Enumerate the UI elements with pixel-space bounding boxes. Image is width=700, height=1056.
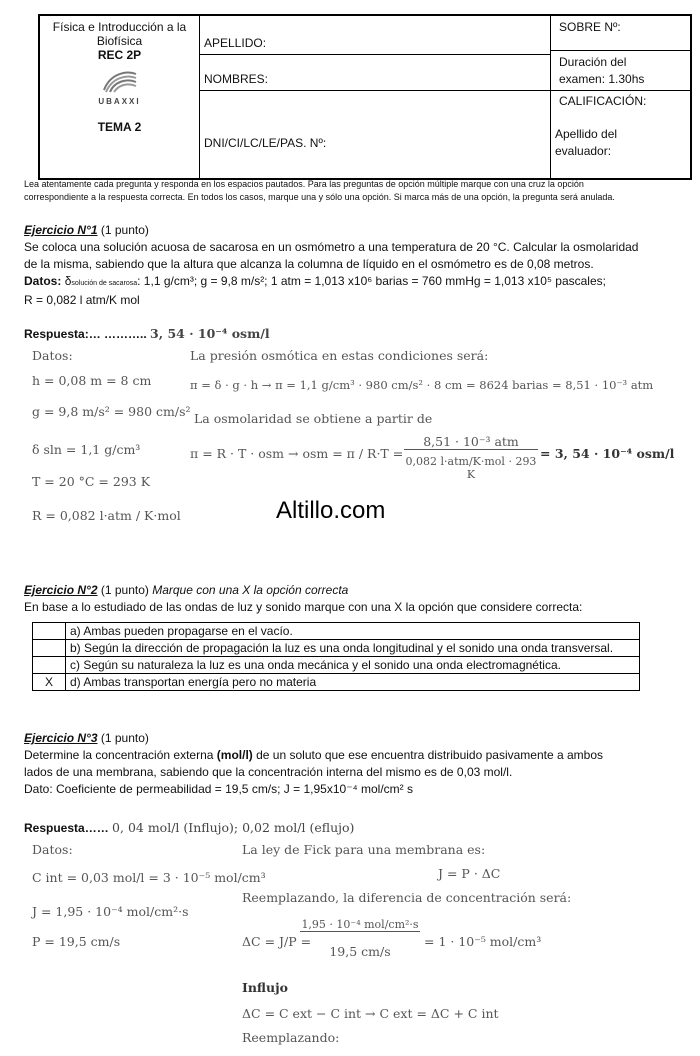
nombres-label: NOMBRES: — [204, 72, 269, 86]
ex3-dc-eq: ΔC = J/P = — [242, 934, 312, 949]
evaluador-line1: Apellido del — [555, 127, 618, 141]
option-text: b) Según la dirección de propagación la luz es una onda longitudinal y el sonido una onda transversal. — [66, 640, 640, 657]
ex1-sol-datos: Datos: — [32, 348, 73, 363]
option-text: c) Según su naturaleza la luz es una onda mecánica y el sonido una onda electromagnética. — [66, 657, 640, 674]
ex3-dc-num: 1,95 · 10⁻⁴ mol/cm²·s — [301, 918, 419, 931]
option-row[interactable] — [33, 674, 640, 691]
ex3-line2: lados de una membrana, sabiendo que la concentración interna del mismo es de 0,03 mol/l. — [24, 765, 513, 779]
ex1-line2: de la misma, sabiendo que la altura que alcanza la columna de líquido en el osmómetro es de 0,08 metros. — [24, 257, 594, 271]
option-mark[interactable]: X — [33, 674, 66, 691]
ex2-options-table — [32, 622, 640, 691]
tema-label: TEMA 2 — [97, 120, 142, 134]
duracion-line2: examen: 1.30hs — [559, 72, 645, 86]
ex1-osm-result: = 3, 54 · 10⁻⁴ osm/l — [540, 446, 675, 461]
ex3-reemp2: Reemplazando: — [242, 1030, 340, 1045]
option-row[interactable] — [33, 623, 640, 640]
ex1-osm-den: 0,082 l·atm/K·mol · 293 K — [405, 455, 537, 481]
instructions — [24, 178, 684, 204]
course-line2: Biofísica — [96, 34, 143, 48]
instructions-line2: correspondiente a la respuesta correcta. En todos los casos, marque una y sólo una opción. Si marca más de una opción, la pregunta será anulada. — [24, 192, 615, 202]
ex1-delta-sub: solución de sacarosa — [71, 280, 138, 287]
ex3-sol-datos: Datos: — [32, 842, 73, 857]
option-row[interactable] — [33, 640, 640, 657]
option-text: d) Ambas transportan energía pero no materia — [66, 674, 640, 691]
ex3-line1c: de un soluto que ese encuentra distribuido pasivamente a ambos — [252, 748, 604, 762]
ex1-datos-line2: R = 0,082 l atm/K mol — [24, 293, 140, 307]
ex1-sol-T: T = 20 °C = 293 K — [32, 474, 151, 489]
ex3-line3: Dato: Coeficiente de permeabilidad = 19,5 cm/s; J = 1,95x10⁻⁴ mol/cm² s — [24, 782, 414, 796]
ex1-osm-text: La osmolaridad se obtiene a partir de — [194, 411, 433, 426]
uba-logo-icon — [100, 68, 140, 94]
instructions-line1: Lea atentamente cada pregunta y responda en los espacios pautados. Para las preguntas de opción múltiple marque con una cruz la opción — [24, 179, 584, 189]
ex3-fick-text: La ley de Fick para una membrana es: — [242, 842, 486, 857]
ex3-sol-P: P = 19,5 cm/s — [32, 934, 121, 949]
ex1-line1: Se coloca una solución acuosa de sacarosa en un osmómetro a una temperatura de 20 °C. Calcular la osmolaridad — [24, 240, 639, 254]
ex1-sol-R: R = 0,082 l·atm / K·mol — [32, 508, 181, 523]
ex1-sol-g: g = 9,8 m/s² = 980 cm/s² — [32, 404, 191, 419]
ex3-title: Ejercicio N°3 — [24, 731, 98, 745]
ex1-sol-h: h = 0,08 m = 8 cm — [32, 373, 152, 388]
ex1-datos-label: Datos: — [24, 274, 62, 288]
ex3-respuesta-value: 0, 04 mol/l (Influjo); 0,02 mol/l (eflujo) — [112, 820, 355, 835]
dni-label: DNI/CI/LC/LE/PAS. Nº: — [204, 136, 327, 150]
evaluador-line2: evaluador: — [555, 144, 612, 158]
ex1-statement — [24, 222, 684, 309]
ex3-line1b: (mol/l) — [216, 748, 253, 762]
ex3-influjo: Influjo — [242, 980, 288, 995]
ex3-statement — [24, 730, 684, 798]
course-line1: Física e Introducción a la — [52, 20, 187, 34]
ex1-respuesta-label: Respuesta:… ……….. — [24, 327, 147, 341]
ex1-presion-eq: π = δ · g · h → π = 1,1 g/cm³ · 980 cm/s² · 8 cm = 8624 barias = 8,51 · 10⁻³ atm — [190, 378, 654, 392]
ex1-respuesta — [24, 326, 270, 341]
sobre-label: SOBRE Nº: — [559, 20, 621, 34]
calificacion-label: CALIFICACIÓN: — [559, 94, 647, 108]
option-text: a) Ambas pueden propagarse en el vacío. — [66, 623, 640, 640]
ex1-respuesta-value: 3, 54 · 10⁻⁴ osm/l — [150, 326, 270, 341]
ex3-respuesta — [24, 820, 354, 835]
ex3-cext-eq: ΔC = C ext − C int → C ext = ΔC + C int — [242, 1006, 499, 1021]
admin-cell — [551, 16, 690, 178]
ex1-osm-num: 8,51 · 10⁻³ atm — [404, 434, 538, 450]
ex1-points: (1 punto) — [100, 223, 149, 237]
logo-text: UBAXXI — [98, 97, 141, 106]
apellido-label: APELLIDO: — [204, 36, 267, 50]
ex3-sol-J: J = 1,95 · 10⁻⁴ mol/cm²·s — [32, 904, 189, 919]
ex3-fick-eq: J = P · ΔC — [438, 866, 501, 881]
ex2-line1: En base a lo estudiado de las ondas de luz y sonido marque con una X la opción que considere correcta: — [24, 600, 583, 614]
option-mark[interactable] — [33, 623, 66, 640]
ex2-statement — [24, 582, 684, 616]
ex1-datos-line1: : 1,1 g/cm³; g = 9,8 m/s²; 1 atm = 1,013 x10⁶ barias = 760 mmHg = 1,013 x10⁵ pascales; — [137, 274, 606, 288]
evaluador-label — [555, 126, 617, 160]
option-row[interactable] — [33, 657, 640, 674]
exam-code: REC 2P — [97, 48, 142, 62]
identity-cell — [200, 16, 551, 178]
option-mark[interactable] — [33, 657, 66, 674]
ex2-points: (1 punto) — [100, 583, 149, 597]
ex1-presion-text: La presión osmótica en estas condiciones será: — [190, 348, 489, 363]
ex1-sol-delta: δ sln = 1,1 g/cm³ — [32, 442, 141, 457]
ex1-delta: δ — [64, 274, 72, 288]
ex3-dc-result: = 1 · 10⁻⁵ mol/cm³ — [424, 934, 542, 949]
course-cell — [40, 16, 200, 178]
duracion-label — [559, 54, 644, 88]
ex3-line1a: Determine la concentración externa — [24, 748, 217, 762]
option-mark[interactable] — [33, 640, 66, 657]
ex3-dc-den: 19,5 cm/s — [329, 944, 391, 959]
ex3-points: (1 punto) — [100, 731, 149, 745]
duracion-line1: Duración del — [559, 55, 627, 69]
ex2-title: Ejercicio N°2 — [24, 583, 98, 597]
ex3-reemp-text: Reemplazando, la diferencia de concentración será: — [242, 890, 572, 905]
ex3-respuesta-label: Respuesta…… — [24, 821, 109, 835]
watermark: Altillo.com — [276, 497, 386, 524]
ex2-subtitle: Marque con una X la opción correcta — [152, 583, 349, 597]
ex1-osm-eq1: π = R · T · osm → osm = π / R·T = — [190, 446, 404, 461]
ex3-sol-cint: C int = 0,03 mol/l = 3 · 10⁻⁵ mol/cm³ — [32, 870, 266, 885]
header-box — [38, 14, 692, 180]
ex1-title: Ejercicio N°1 — [24, 223, 98, 237]
